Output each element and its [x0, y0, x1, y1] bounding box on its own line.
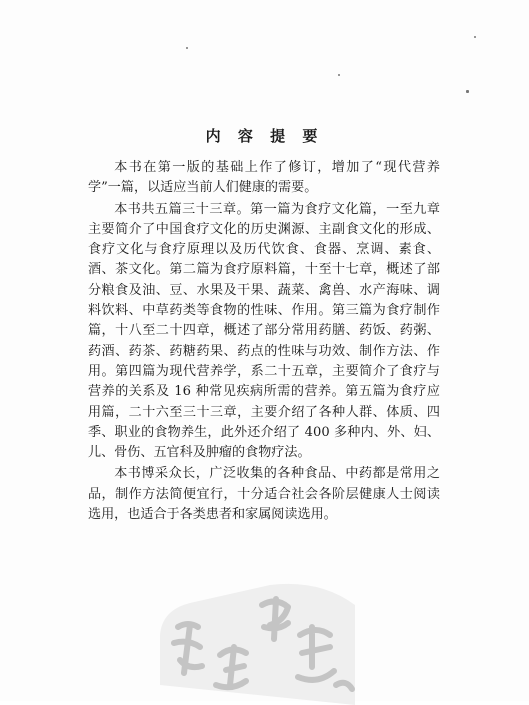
- seal-stroke: [174, 624, 202, 673]
- library-seal-watermark: [150, 565, 360, 705]
- seal-stroke: [216, 647, 246, 687]
- paragraph-revision-note: 本书在第一版的基础上作了修订，增加了“现代营养学”一篇，以适应当前人们健康的需要。: [88, 160, 440, 196]
- scan-speck: [186, 47, 188, 49]
- page-title: 内 容 提 要: [205, 127, 324, 145]
- seal-stroke: [336, 683, 352, 689]
- summary-body: [88, 158, 440, 525]
- seal-stroke: [262, 599, 288, 639]
- scan-speck: [466, 90, 469, 93]
- seal-stroke: [298, 627, 334, 680]
- scan-speck: [338, 74, 340, 76]
- seal-background-shape: [160, 584, 355, 705]
- paragraph-audience: 本书博采众长，广泛收集的各种食品、中药都是常用之品，制作方法简便宜行，十分适合社会各阶层健康人士阅读选用，也适合于各类患者和家属阅读选用。: [88, 466, 440, 523]
- scan-speck: [474, 36, 476, 38]
- paragraph-contents-overview: 本书共五篇三十三章。第一篇为食疗文化篇，一至九章主要简介了中国食疗文化的历史渊源、主副食文化的形成、食疗文化与食疗原理以及历代饮食、食器、烹调、素食、酒、茶文化。第二篇为食疗原料篇，十至十七章，概述了部分粮食及油、豆、水果及干果、蔬菜、禽兽、水产海味、调料饮料、中草药类等食物的性味、作用。第三篇为食疗制作篇，十八至二十四章，概述了部分常用药膳、药饭、药粥、药酒、药茶、药糖药果、药点的性味与功效、制作方法、作用。第四篇为现代营养学，系二十五章，主要简介了食疗与营养的关系及 16 种常见疾病所需的营养。第五篇为食疗应用篇，二十六至三十三章，主要介绍了各种人群、体质、四季、职业的食物养生，此外还介绍了 400 多种内、外、妇、儿、骨伤、五官科及肿瘤的食物疗法。: [88, 201, 440, 461]
